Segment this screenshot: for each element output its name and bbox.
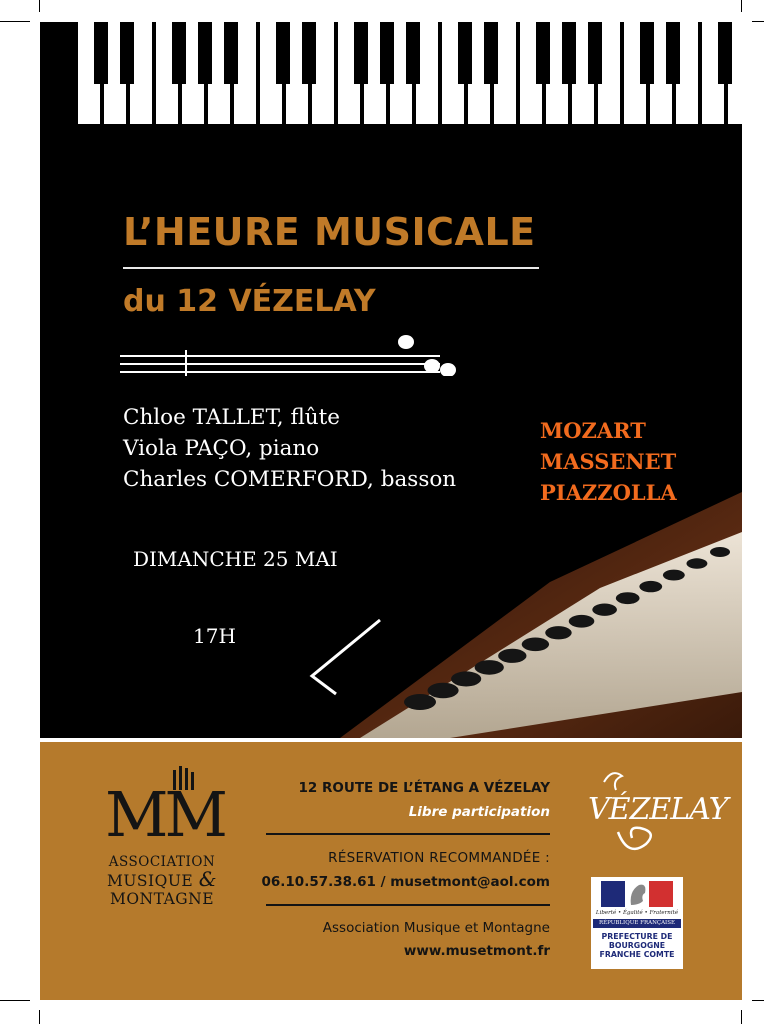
composer-3: PIAZZOLLA [540,480,677,505]
venue-address: 12 ROUTE DE L’ÉTANG A VÉZELAY [298,780,550,796]
logo-line-montagne: MONTAGNE [109,890,215,908]
vezelay-logo [582,762,728,870]
logo-monogram: MM [105,778,224,851]
prefecture-name-line-2: BOURGOGNE [608,941,666,950]
event-title: L’HEURE MUSICALE [123,210,536,254]
prefecture-republic: RÉPUBLIQUE FRANÇAISE [593,919,681,928]
info-band [40,742,742,1000]
black-key [458,22,472,84]
photo-black-key [686,558,707,568]
piano-keyboard-photo [300,492,742,738]
association-logo-text [102,854,222,908]
marianne-icon [601,881,673,907]
photo-black-key [639,581,662,592]
photo-black-key [545,626,571,639]
black-key [588,22,602,84]
logo-line-musique [102,867,222,891]
photo-black-key [475,660,504,675]
crop-mark-bottom-left-v [39,1010,40,1024]
black-key [536,22,550,84]
piano-keys-graphic [76,22,742,124]
reservation-note: RÉSERVATION RECOMMANDÉE : [328,850,550,866]
prefecture-name-line-1: PREFECTURE DE [601,932,673,941]
black-key [640,22,654,84]
crop-mark-bottom-right-v [741,1010,742,1024]
photo-black-key [451,671,481,686]
event-subtitle: du 12 VÉZELAY [123,284,376,319]
performer-3: Charles COMERFORD, basson [123,467,457,492]
crop-mark-bottom-left-h [0,1000,30,1001]
photo-black-key [404,694,436,710]
title-divider [123,267,539,269]
photo-black-key [663,570,685,581]
performer-2: Viola PAÇO, piano [123,436,320,461]
info-divider-2 [266,904,550,906]
logo-word-musique: MUSIQUE [106,872,194,890]
photo-black-key [710,547,730,557]
black-key [718,22,732,84]
association-name: Association Musique et Montagne [322,920,550,936]
crop-mark-top-right-h [752,21,764,22]
black-key [224,22,238,84]
black-key [276,22,290,84]
event-time: 17H [193,624,236,648]
photo-black-key [592,604,617,616]
participation-note: Libre participation [408,804,550,820]
black-key [666,22,680,84]
crop-mark-bottom-right-h [752,1000,764,1001]
association-logo [105,766,225,851]
photo-black-key [616,592,640,604]
contact-details: 06.10.57.38.61 / musetmont@aol.com [261,874,550,890]
crop-mark-top-right-v [741,0,742,12]
black-key [302,22,316,84]
music-note-icon [424,359,440,373]
black-key [94,22,108,84]
black-key [120,22,134,84]
black-key [172,22,186,84]
photo-black-key [569,615,595,628]
logo-ampersand: & [198,867,217,891]
black-key [406,22,420,84]
composer-2: MASSENET [540,449,677,474]
black-key [354,22,368,84]
music-staff-graphic [120,306,460,376]
poster [40,22,742,738]
black-key [484,22,498,84]
prefecture-name-line-3: FRANCHE COMTE [599,950,675,959]
info-divider-1 [266,833,550,835]
crop-mark-top-left-h [0,21,30,22]
music-note-icon [398,335,414,349]
photo-black-key [498,649,526,663]
crop-mark-top-left-v [39,0,40,12]
website-link[interactable]: www.musetmont.fr [403,943,550,959]
prefecture-motto: Liberté • Égalité • Fraternité [595,910,679,916]
black-key [198,22,212,84]
logo-line-association: ASSOCIATION [108,854,216,870]
photo-black-key [522,637,549,651]
composer-1: MOZART [540,418,646,443]
photo-black-key [428,683,459,699]
prefecture-logo [591,877,683,969]
music-note-icon [440,363,456,376]
performer-1: Chloe TALLET, flûte [123,405,341,430]
vezelay-wordmark: VÉZELAY [588,792,728,827]
black-key [562,22,576,84]
event-date: DIMANCHE 25 MAI [133,547,338,571]
prefecture-name [591,932,683,959]
black-key [380,22,394,84]
performers-list [123,402,456,495]
